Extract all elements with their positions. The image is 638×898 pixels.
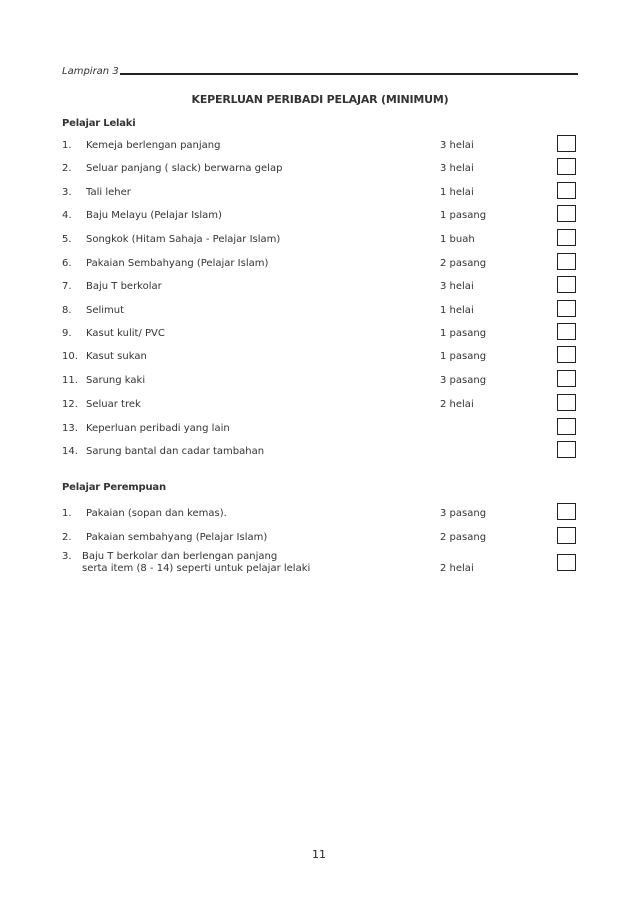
item-quantity: 1 pasang bbox=[440, 210, 487, 221]
appendix-label: Lampiran 3 bbox=[62, 66, 119, 77]
list-item bbox=[62, 418, 578, 438]
item-description: Keperluan peribadi yang lain bbox=[86, 423, 230, 434]
item-quantity: 2 pasang bbox=[440, 532, 487, 543]
checkbox[interactable] bbox=[557, 346, 576, 363]
item-number: 4. bbox=[62, 210, 72, 221]
section-title-female: Pelajar Perempuan bbox=[62, 482, 166, 493]
item-description: Selimut bbox=[86, 305, 125, 316]
item-quantity: 1 helai bbox=[440, 305, 474, 316]
item-description: Pakaian Sembahyang (Pelajar Islam) bbox=[86, 258, 269, 269]
item-description: Seluar panjang ( slack) berwarna gelap bbox=[86, 163, 283, 174]
checkbox[interactable] bbox=[557, 300, 576, 317]
item-description: Songkok (Hitam Sahaja - Pelajar Islam) bbox=[86, 234, 281, 245]
item-description: Sarung bantal dan cadar tambahan bbox=[86, 446, 265, 457]
list-item bbox=[62, 441, 578, 461]
section-title-male: Pelajar Lelaki bbox=[62, 118, 136, 129]
item-number: 14. bbox=[62, 446, 78, 457]
item-description-line: Baju T berkolar dan berlengan panjang bbox=[82, 551, 278, 562]
list-item bbox=[62, 551, 578, 575]
list-item bbox=[62, 323, 578, 343]
list-item bbox=[62, 276, 578, 296]
item-quantity: 3 pasang bbox=[440, 375, 487, 386]
item-description-line: serta item (8 - 14) seperti untuk pelajar lelaki bbox=[82, 563, 311, 574]
item-number: 2. bbox=[62, 532, 72, 543]
item-quantity: 3 helai bbox=[440, 140, 474, 151]
list-item bbox=[62, 205, 578, 225]
item-number: 11. bbox=[62, 375, 78, 386]
checkbox[interactable] bbox=[557, 253, 576, 270]
item-number: 8. bbox=[62, 305, 72, 316]
item-number: 5. bbox=[62, 234, 72, 245]
item-description bbox=[82, 551, 310, 575]
checkbox[interactable] bbox=[557, 229, 576, 246]
checkbox[interactable] bbox=[557, 276, 576, 293]
page-number: 11 bbox=[312, 848, 326, 861]
item-quantity: 2 pasang bbox=[440, 258, 487, 269]
item-quantity: 3 pasang bbox=[440, 508, 487, 519]
list-item bbox=[62, 135, 578, 155]
item-number: 6. bbox=[62, 258, 72, 269]
list-item bbox=[62, 503, 578, 523]
item-description: Sarung kaki bbox=[86, 375, 146, 386]
list-item bbox=[62, 300, 578, 320]
list-item bbox=[62, 346, 578, 366]
item-number: 12. bbox=[62, 399, 78, 410]
item-quantity: 1 buah bbox=[440, 234, 475, 245]
item-description: Kasut sukan bbox=[86, 351, 147, 362]
item-quantity: 3 helai bbox=[440, 281, 474, 292]
item-number: 3. bbox=[62, 187, 72, 198]
list-item bbox=[62, 253, 578, 273]
checkbox[interactable] bbox=[557, 182, 576, 199]
checkbox[interactable] bbox=[557, 205, 576, 222]
item-quantity: 1 helai bbox=[440, 187, 474, 198]
item-number: 1. bbox=[62, 508, 72, 519]
checkbox[interactable] bbox=[557, 370, 576, 387]
item-quantity: 1 pasang bbox=[440, 328, 487, 339]
item-number: 7. bbox=[62, 281, 72, 292]
list-item bbox=[62, 527, 578, 547]
list-item bbox=[62, 370, 578, 390]
item-quantity: 2 helai bbox=[440, 563, 474, 574]
item-description: Seluar trek bbox=[86, 399, 141, 410]
checkbox[interactable] bbox=[557, 158, 576, 175]
list-item bbox=[62, 394, 578, 414]
item-number: 9. bbox=[62, 328, 72, 339]
page-header bbox=[62, 66, 578, 80]
item-quantity: 1 pasang bbox=[440, 351, 487, 362]
item-description: Pakaian sembahyang (Pelajar Islam) bbox=[86, 532, 268, 543]
item-quantity: 3 helai bbox=[440, 163, 474, 174]
item-quantity: 2 helai bbox=[440, 399, 474, 410]
checkbox[interactable] bbox=[557, 323, 576, 340]
checkbox[interactable] bbox=[557, 527, 576, 544]
item-description: Kasut kulit/ PVC bbox=[86, 328, 165, 339]
checkbox[interactable] bbox=[557, 394, 576, 411]
item-description: Pakaian (sopan dan kemas). bbox=[86, 508, 227, 519]
checkbox[interactable] bbox=[557, 503, 576, 520]
item-description: Kemeja berlengan panjang bbox=[86, 140, 221, 151]
checkbox[interactable] bbox=[557, 418, 576, 435]
item-number: 13. bbox=[62, 423, 78, 434]
item-number: 3. bbox=[62, 551, 72, 562]
item-number: 1. bbox=[62, 140, 72, 151]
document-title: KEPERLUAN PERIBADI PELAJAR (MINIMUM) bbox=[191, 93, 449, 106]
item-description: Baju T berkolar bbox=[86, 281, 162, 292]
item-number: 2. bbox=[62, 163, 72, 174]
list-item bbox=[62, 158, 578, 178]
checkbox[interactable] bbox=[557, 554, 576, 571]
list-item bbox=[62, 182, 578, 202]
item-description: Tali leher bbox=[86, 187, 131, 198]
checkbox[interactable] bbox=[557, 441, 576, 458]
header-rule bbox=[120, 73, 578, 75]
item-description: Baju Melayu (Pelajar Islam) bbox=[86, 210, 222, 221]
checkbox[interactable] bbox=[557, 135, 576, 152]
list-item bbox=[62, 229, 578, 249]
item-number: 10. bbox=[62, 351, 78, 362]
